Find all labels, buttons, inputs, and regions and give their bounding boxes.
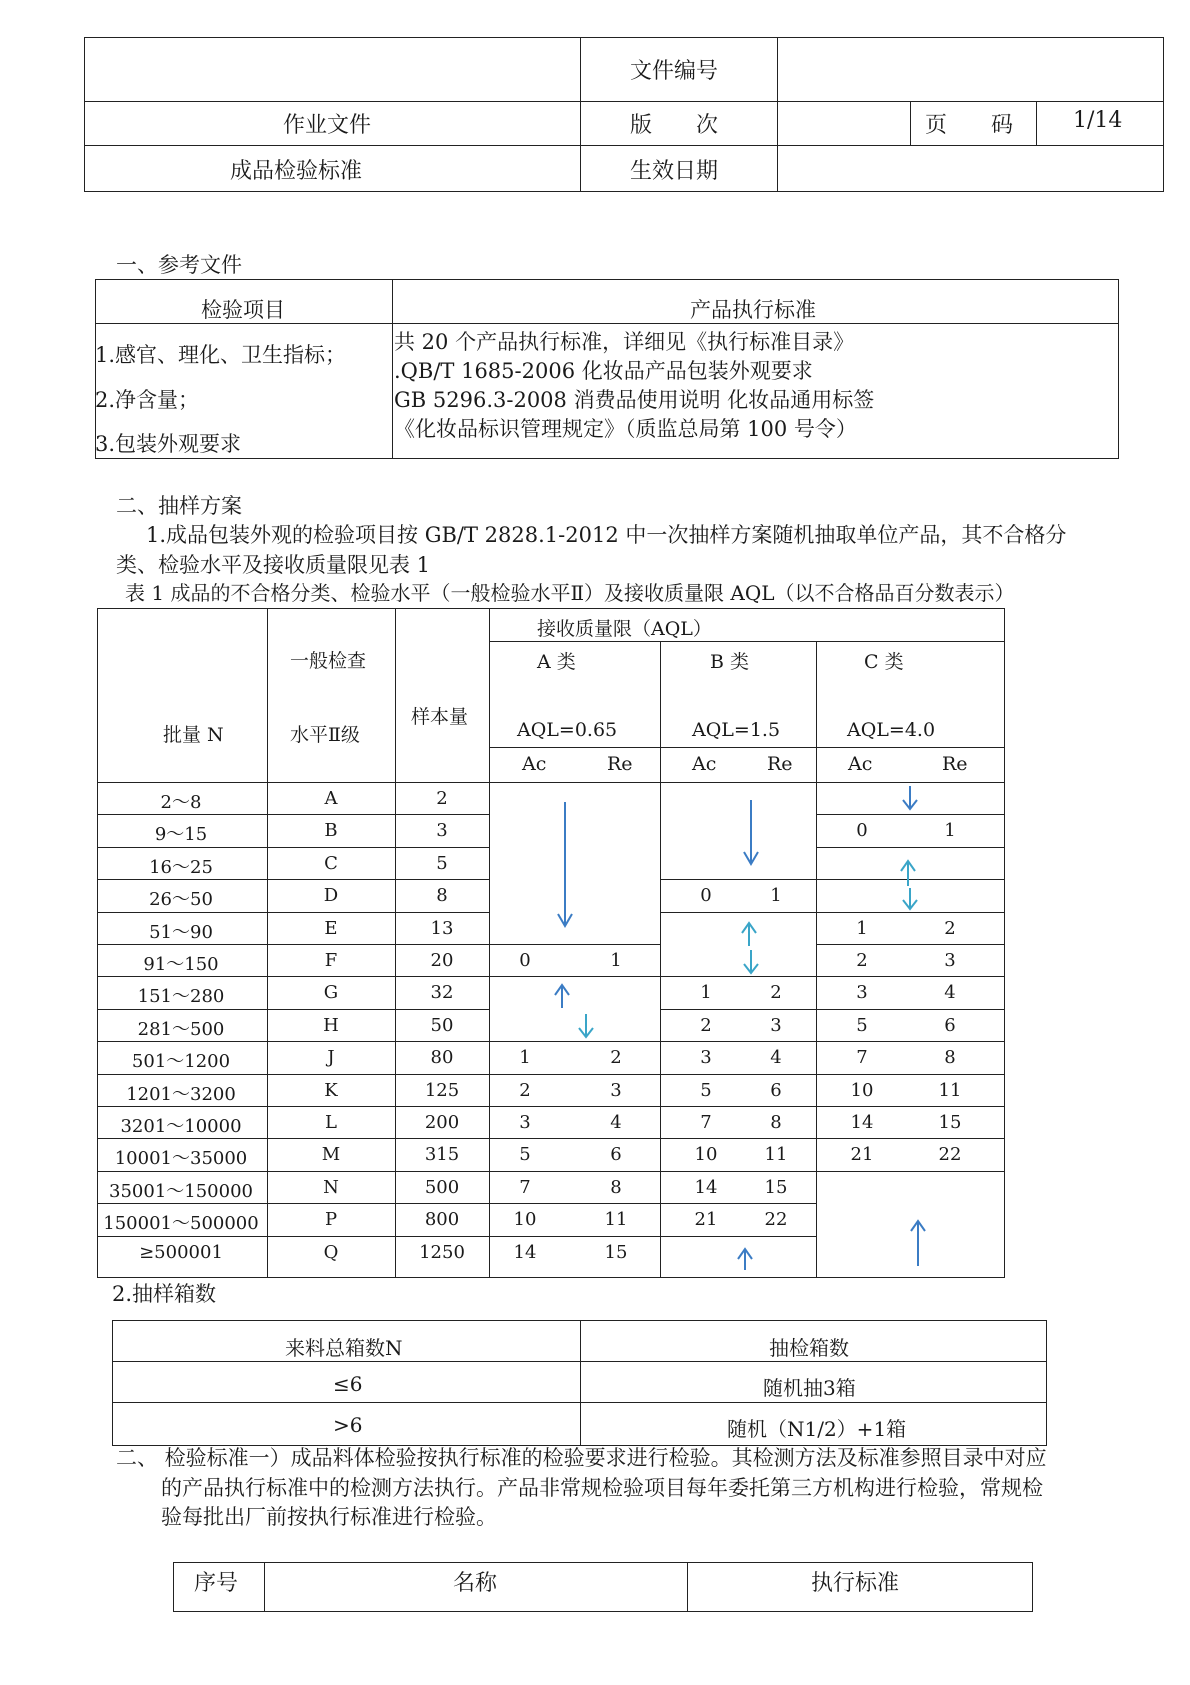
cell-value: 7 bbox=[700, 1112, 712, 1133]
col-level-line2: 水平Ⅱ级 bbox=[290, 724, 360, 746]
cell-value: 21 bbox=[850, 1144, 874, 1166]
table-caption: 表 1 成品的不合格分类、检验水平（一般检验水平Ⅱ）及接收质量限 AQL（以不合格品百分数表示） bbox=[125, 581, 1015, 605]
cell-value: B bbox=[324, 820, 338, 842]
cell-value: 5 bbox=[856, 1014, 868, 1036]
row-divider bbox=[816, 847, 1004, 848]
cell-value: 35001～150000 bbox=[109, 1180, 253, 1202]
page-value: 1/14 bbox=[1073, 108, 1123, 133]
col-serial-no: 序号 bbox=[194, 1571, 239, 1596]
row-divider bbox=[816, 1041, 1004, 1042]
class-c: C 类 bbox=[864, 651, 904, 673]
cell-value: 51～90 bbox=[149, 921, 213, 943]
cell-value: A bbox=[324, 788, 338, 809]
arrow-down-icon bbox=[555, 800, 575, 930]
cell-value: 5 bbox=[436, 852, 448, 874]
cell-value: 281～500 bbox=[137, 1018, 225, 1040]
cell-value: 501～1200 bbox=[131, 1051, 231, 1073]
row-divider bbox=[660, 912, 816, 913]
cell-value: 91～150 bbox=[143, 954, 219, 975]
cell-value: 8 bbox=[436, 885, 448, 907]
inspection-item: 1.感官、理化、卫生指标； bbox=[95, 343, 347, 367]
cell-value: 4 bbox=[610, 1112, 622, 1133]
sampling-paragraph-line1: 1.成品包装外观的检验项目按 GB/T 2828.1-2012 中一次抽样方案随机抽取单位产品，其不合格分 bbox=[146, 523, 1067, 547]
inspection-item: 2.净含量； bbox=[95, 388, 200, 412]
cell-value: 6 bbox=[944, 1014, 956, 1036]
arrow-down-icon bbox=[741, 798, 761, 868]
cell-value: 3 bbox=[436, 820, 448, 842]
cell-value: 15 bbox=[604, 1241, 628, 1263]
cell-value: ≥500001 bbox=[139, 1241, 223, 1263]
col-sample-size: 样本量 bbox=[411, 706, 469, 728]
doc-title: 成品检验标准 bbox=[230, 159, 363, 184]
cell-value: 0 bbox=[700, 885, 712, 907]
section3-line1: 二、 检验标准一）成品料体检验按执行标准的检验要求进行检验。其检测方法及标准参照目录中对应 bbox=[116, 1446, 1047, 1470]
ac-a: Ac bbox=[522, 753, 547, 775]
row-divider bbox=[97, 976, 489, 977]
cell-value: 200 bbox=[424, 1112, 460, 1133]
cell-value: 6 bbox=[770, 1079, 782, 1101]
cell-value: 14 bbox=[850, 1112, 874, 1133]
row-divider bbox=[660, 1041, 816, 1042]
doc-number-label: 文件编号 bbox=[630, 59, 719, 84]
cell-value: Q bbox=[323, 1241, 339, 1263]
cell-value: 3 bbox=[700, 1047, 712, 1069]
cell-value: 80 bbox=[430, 1047, 454, 1069]
row-divider bbox=[489, 1041, 660, 1042]
section3-line2: 的产品执行标准中的检测方法执行。产品非常规检验项目每年委托第三方机构进行检验，常规检 bbox=[161, 1476, 1043, 1500]
aql-a: AQL=0.65 bbox=[517, 719, 618, 741]
cell-value: N bbox=[323, 1176, 339, 1198]
cell-value: 14 bbox=[513, 1241, 537, 1263]
row-divider bbox=[97, 1106, 489, 1107]
row-divider bbox=[489, 1171, 660, 1172]
effective-date-label: 生效日期 bbox=[630, 159, 719, 184]
col-total-boxes: 来料总箱数N bbox=[285, 1336, 403, 1360]
row-divider bbox=[489, 1236, 660, 1237]
cell-value: 8 bbox=[944, 1047, 956, 1069]
sampling-paragraph-line2: 类、检验水平及接收质量限见表 1 bbox=[116, 553, 431, 577]
cell-value: L bbox=[325, 1112, 337, 1133]
cell-value: J bbox=[327, 1047, 335, 1069]
cell-value: E bbox=[324, 917, 338, 939]
cell-value: 151～280 bbox=[137, 986, 225, 1008]
section3-line3: 验每批出厂前按执行标准进行检验。 bbox=[161, 1505, 497, 1529]
cell-value: 1201～3200 bbox=[126, 1083, 236, 1105]
row-divider bbox=[816, 912, 1004, 913]
standard-line: 共 20 个产品执行标准，详细见《执行标准目录》 bbox=[394, 330, 855, 354]
row-divider bbox=[660, 1203, 816, 1204]
cell-value: 10 bbox=[513, 1209, 537, 1231]
cell-value: 9～15 bbox=[154, 824, 208, 846]
ac-b: Ac bbox=[692, 753, 717, 775]
row-divider bbox=[660, 1171, 816, 1172]
row-divider bbox=[660, 1074, 816, 1075]
cell-value: 2 bbox=[770, 982, 782, 1004]
row-divider bbox=[489, 1074, 660, 1075]
box-row-sample: 随机抽3箱 bbox=[763, 1376, 856, 1400]
section2-heading: 二、抽样方案 bbox=[116, 494, 242, 518]
col-inspection-item: 检验项目 bbox=[201, 298, 285, 322]
cell-value: 10001～35000 bbox=[114, 1148, 248, 1170]
standard-line: GB 5296.3-2008 消费品使用说明 化妆品通用标签 bbox=[394, 388, 875, 412]
cell-value: 22 bbox=[764, 1209, 788, 1231]
standard-line: 《化妆品标识管理规定》（质监总局第 100 号令） bbox=[394, 417, 857, 441]
row-divider bbox=[97, 1074, 489, 1075]
doc-type: 作业文件 bbox=[283, 113, 372, 138]
re-a: Re bbox=[607, 753, 633, 775]
cell-value: 2 bbox=[944, 917, 956, 939]
row-divider bbox=[97, 912, 489, 913]
cell-value: 26～50 bbox=[149, 889, 213, 911]
cell-value: 2 bbox=[700, 1014, 712, 1036]
class-b: B 类 bbox=[710, 651, 750, 673]
row-divider bbox=[816, 976, 1004, 977]
page-label: 页 码 bbox=[925, 113, 1014, 138]
cell-value: 0 bbox=[856, 820, 868, 842]
cell-value: 800 bbox=[424, 1209, 460, 1231]
cell-value: 1250 bbox=[419, 1241, 465, 1263]
row-divider bbox=[660, 1106, 816, 1107]
cell-value: 3 bbox=[856, 982, 868, 1004]
row-divider bbox=[489, 944, 660, 945]
row-divider bbox=[816, 1074, 1004, 1075]
cell-value: K bbox=[324, 1079, 338, 1101]
arrow-down-icon bbox=[900, 886, 920, 912]
arrow-up-icon bbox=[908, 1218, 928, 1268]
row-divider bbox=[97, 944, 489, 945]
row-divider bbox=[816, 814, 1004, 815]
col-name: 名称 bbox=[453, 1571, 498, 1596]
cell-value: 11 bbox=[604, 1209, 628, 1231]
cell-value: 500 bbox=[424, 1176, 460, 1198]
row-divider bbox=[816, 1171, 1004, 1172]
arrow-up-icon bbox=[898, 858, 918, 888]
cell-value: 7 bbox=[856, 1047, 868, 1069]
arrow-down-icon bbox=[900, 784, 920, 812]
cell-value: 13 bbox=[430, 917, 454, 939]
cell-value: 0 bbox=[519, 950, 531, 971]
cell-value: 20 bbox=[430, 950, 454, 971]
cell-value: 2～8 bbox=[160, 792, 202, 813]
cell-value: 10 bbox=[850, 1079, 874, 1101]
cell-value: 2 bbox=[519, 1079, 531, 1101]
col-exec-standard: 执行标准 bbox=[811, 1571, 900, 1596]
box-row-n: ≤6 bbox=[333, 1372, 363, 1396]
cell-value: 10 bbox=[694, 1144, 718, 1166]
arrow-down-icon bbox=[576, 1012, 596, 1040]
cell-value: D bbox=[323, 885, 339, 907]
cell-value: 3 bbox=[519, 1112, 531, 1133]
cell-value: 1 bbox=[944, 820, 956, 842]
cell-value: P bbox=[324, 1209, 338, 1231]
inspection-item: 3.包装外观要求 bbox=[95, 432, 242, 456]
cell-value: 2 bbox=[436, 788, 448, 809]
row-divider bbox=[97, 847, 489, 848]
cell-value: 15 bbox=[938, 1112, 962, 1133]
re-b: Re bbox=[767, 753, 793, 775]
cell-value: 50 bbox=[430, 1014, 454, 1036]
row-divider bbox=[660, 1236, 816, 1237]
class-a: A 类 bbox=[537, 651, 576, 673]
cell-value: 16～25 bbox=[149, 856, 213, 878]
aql-c: AQL=4.0 bbox=[847, 719, 936, 741]
cell-value: 2 bbox=[610, 1047, 622, 1069]
cell-value: H bbox=[323, 1014, 339, 1036]
cell-value: 4 bbox=[770, 1047, 782, 1069]
ac-c: Ac bbox=[848, 753, 873, 775]
cell-value: 8 bbox=[610, 1176, 622, 1198]
col-aql: 接收质量限（AQL） bbox=[537, 618, 712, 640]
cell-value: 8 bbox=[770, 1112, 782, 1133]
cell-value: 125 bbox=[424, 1079, 460, 1101]
re-c: Re bbox=[942, 753, 968, 775]
cell-value: G bbox=[323, 982, 339, 1004]
row-divider bbox=[489, 1106, 660, 1107]
row-divider bbox=[816, 1009, 1004, 1010]
row-divider bbox=[97, 1138, 489, 1139]
row-divider bbox=[97, 1203, 489, 1204]
arrow-up-icon bbox=[739, 920, 759, 948]
cell-value: 5 bbox=[700, 1079, 712, 1101]
cell-value: 11 bbox=[764, 1144, 788, 1166]
row-divider bbox=[816, 1106, 1004, 1107]
cell-value: 7 bbox=[519, 1176, 531, 1198]
cell-value: 11 bbox=[938, 1079, 962, 1101]
row-divider bbox=[97, 1236, 489, 1237]
cell-value: 5 bbox=[519, 1144, 531, 1166]
box-row-sample: 随机（N1/2）+1箱 bbox=[727, 1417, 907, 1441]
box-row-n: >6 bbox=[333, 1413, 363, 1437]
cell-value: 3 bbox=[610, 1079, 622, 1101]
cell-value: 4 bbox=[944, 982, 956, 1004]
cell-value: 150001～500000 bbox=[103, 1213, 259, 1235]
row-divider bbox=[489, 1138, 660, 1139]
cell-value: 3201～10000 bbox=[120, 1116, 242, 1137]
row-divider bbox=[489, 976, 660, 977]
col-sample-boxes: 抽检箱数 bbox=[769, 1336, 849, 1360]
standard-line: .QB/T 1685-2006 化妆品产品包装外观要求 bbox=[394, 359, 813, 383]
col-product-standard: 产品执行标准 bbox=[690, 298, 816, 322]
cell-value: 315 bbox=[424, 1144, 460, 1166]
cell-value: 32 bbox=[430, 982, 454, 1004]
cell-value: F bbox=[324, 950, 338, 971]
sub2-heading: 2.抽样箱数 bbox=[112, 1282, 217, 1306]
row-divider bbox=[97, 1009, 489, 1010]
row-divider bbox=[97, 1041, 489, 1042]
cell-value: C bbox=[324, 852, 338, 874]
cell-value: M bbox=[321, 1144, 341, 1166]
cell-value: 1 bbox=[856, 917, 868, 939]
cell-value: 2 bbox=[856, 950, 868, 971]
cell-value: 1 bbox=[770, 885, 782, 907]
row-divider bbox=[660, 1009, 816, 1010]
cell-value: 1 bbox=[610, 950, 622, 971]
cell-value: 21 bbox=[694, 1209, 718, 1231]
cell-value: 14 bbox=[694, 1176, 718, 1198]
cell-value: 3 bbox=[770, 1014, 782, 1036]
row-divider bbox=[97, 1171, 489, 1172]
row-divider bbox=[660, 976, 816, 977]
row-divider bbox=[489, 1203, 660, 1204]
cell-value: 22 bbox=[938, 1144, 962, 1166]
cell-value: 1 bbox=[519, 1047, 531, 1069]
row-divider bbox=[660, 1138, 816, 1139]
arrow-up-icon bbox=[552, 982, 572, 1010]
row-divider bbox=[660, 879, 816, 880]
col-lot-size: 批量 N bbox=[163, 724, 224, 746]
cell-value: 15 bbox=[764, 1176, 788, 1198]
row-divider bbox=[97, 814, 489, 815]
arrow-up-icon bbox=[735, 1246, 755, 1272]
arrow-down-icon bbox=[741, 948, 761, 976]
row-divider bbox=[97, 879, 489, 880]
section1-heading: 一、参考文件 bbox=[116, 253, 242, 277]
col-level-line1: 一般检查 bbox=[290, 650, 367, 672]
aql-b: AQL=1.5 bbox=[692, 719, 781, 741]
version-label: 版 次 bbox=[630, 113, 719, 138]
cell-value: 6 bbox=[610, 1144, 622, 1166]
row-divider bbox=[816, 1138, 1004, 1139]
cell-value: 1 bbox=[700, 982, 712, 1004]
row-divider bbox=[816, 944, 1004, 945]
cell-value: 3 bbox=[944, 950, 956, 971]
